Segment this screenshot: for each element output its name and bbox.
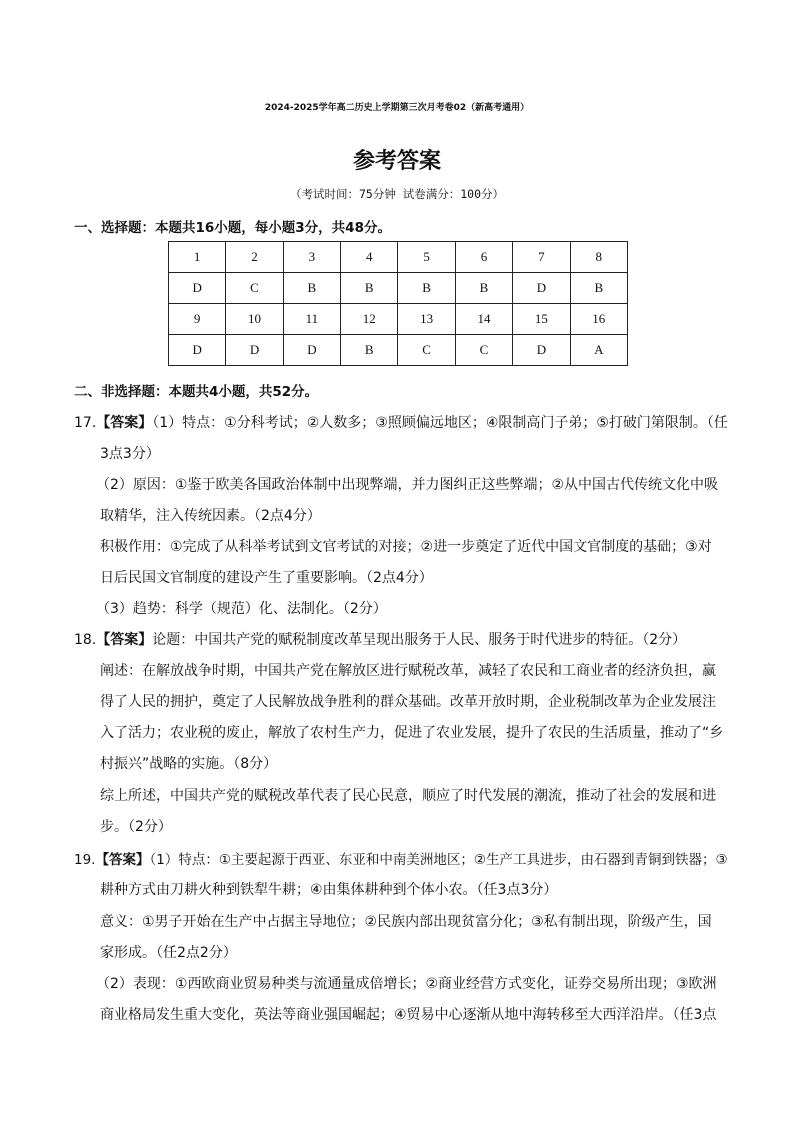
answer-cell: A	[570, 335, 627, 366]
document-subtitle: 参考答案	[352, 149, 441, 174]
answer-cell: B	[455, 273, 512, 304]
q18-number: 18.	[74, 632, 97, 648]
question-number-cell: 7	[513, 242, 570, 273]
question-number-cell: 15	[513, 304, 570, 335]
q18-line-1	[74, 629, 686, 649]
q18-line-6: 综上所述，中国共产党的赋税改革代表了民心民意，顺应了时代发展的潮流，推动了社会的发展和进	[100, 788, 716, 804]
q19-part1: （1）特点：①主要起源于西亚、东亚和中南美洲地区；②生产工具进步，由石器到青铜到铁器；③	[149, 852, 728, 868]
answer-cell: C	[226, 273, 283, 304]
q18-line-7: 步。（2分）	[100, 819, 172, 835]
q19-answer-tag: 【答案】	[95, 852, 150, 868]
question-number-cell: 9	[169, 304, 226, 335]
question-number-row	[169, 304, 628, 335]
q18-line-2: 阐述：在解放战争时期，中国共产党在解放区进行赋税改革，减轻了农民和工商业者的经济负担，赢	[100, 663, 716, 679]
question-number-cell: 10	[226, 304, 283, 335]
question-number-cell: 12	[341, 304, 398, 335]
q17-number: 17.	[74, 415, 97, 431]
q18-line-3: 得了人民的拥护，奠定了人民解放战争胜利的群众基础。改革开放时期，企业税制改革为企业发展注	[100, 694, 716, 710]
q19-line-3: 意义：①男子开始在生产中占据主导地位；②民族内部出现贫富分化；③私有制出现，阶级产生，国	[100, 914, 712, 930]
section-2-heading: 二、非选择题：本题共4小题，共52分。	[74, 384, 319, 400]
answer-cell: B	[341, 273, 398, 304]
answer-cell: B	[341, 335, 398, 366]
q19-line-2: 耕种方式由刀耕火种到铁犁牛耕；④由集体耕种到个体小农。（任3点3分）	[100, 882, 558, 898]
answer-cell: C	[455, 335, 512, 366]
q17-line-6: 日后民国文官制度的建设产生了重要影响。（2点4分）	[100, 570, 433, 586]
section-1-heading: 一、选择题：本题共16小题，每小题3分，共48分。	[74, 220, 391, 236]
answer-cell: D	[169, 335, 226, 366]
q17-line-5: 积极作用：①完成了从科举考试到文官考试的对接；②进一步奠定了近代中国文官制度的基础；③对	[100, 539, 712, 555]
exam-info: （考试时间：75分钟 试卷满分：100分）	[289, 187, 505, 201]
q17-line-3: （2）原因：①鉴于欧美各国政治体制中出现弊端，并力图纠正这些弊端；②从中国古代传统文化中吸	[96, 477, 719, 493]
q17-line-1	[74, 412, 728, 432]
question-number-cell: 4	[341, 242, 398, 273]
question-number-cell: 5	[398, 242, 455, 273]
question-number-cell: 8	[570, 242, 627, 273]
question-number-cell: 1	[169, 242, 226, 273]
q17-answer-tag: 【答案】	[96, 415, 153, 431]
answer-cell: B	[570, 273, 627, 304]
question-number-row	[169, 242, 628, 273]
document-title: 2024-2025学年高二历史上学期第三次月考卷02（新高考通用）	[264, 103, 530, 113]
question-number-cell: 11	[283, 304, 340, 335]
answer-row	[169, 273, 628, 304]
q18-line-4: 入了活力；农业税的废止，解放了农村生产力，促进了农业发展，提升了农民的生活质量，推动了“乡	[100, 725, 724, 741]
question-number-cell: 3	[283, 242, 340, 273]
q19-line-4: 家形成。（任2点2分）	[100, 945, 237, 961]
q17-part1: （1）特点：①分科考试；②人数多；③照顾偏远地区；④限制高门子弟；⑤打破门第限制。（任	[152, 415, 728, 431]
answer-cell: D	[169, 273, 226, 304]
question-number-cell: 6	[455, 242, 512, 273]
question-number-cell: 13	[398, 304, 455, 335]
q17-line-4: 取精华，注入传统因素。（2点4分）	[100, 508, 321, 524]
answer-cell: D	[283, 335, 340, 366]
question-number-cell: 14	[455, 304, 512, 335]
q19-line-6: 商业格局发生重大变化，英法等商业强国崛起；④贸易中心逐渐从地中海转移至大西洋沿岸。（任3点	[100, 1007, 717, 1023]
q19-line-5: （2）表现：①西欧商业贸易种类与流通量成倍增长；②商业经营方式变化，证券交易所出现；③欧洲	[96, 976, 717, 992]
q18-thesis: 论题：中国共产党的赋税制度改革呈现出服务于人民、服务于时代进步的特征。（2分）	[152, 632, 687, 648]
q17-line-2: 3点3分）	[100, 446, 160, 462]
q19-line-1	[74, 848, 728, 868]
answer-table	[168, 241, 628, 366]
answer-row	[169, 335, 628, 366]
q17-line-7: （3）趋势：科学（规范）化、法制化。（2分）	[96, 601, 387, 617]
answer-cell: B	[283, 273, 340, 304]
answer-cell: D	[513, 273, 570, 304]
answer-cell: C	[398, 335, 455, 366]
question-number-cell: 16	[570, 304, 627, 335]
q19-number: 19.	[74, 852, 96, 868]
answer-cell: B	[398, 273, 455, 304]
answer-cell: D	[226, 335, 283, 366]
question-number-cell: 2	[226, 242, 283, 273]
q18-answer-tag: 【答案】	[96, 632, 153, 648]
q18-line-5: 村振兴”战略的实施。（8分）	[100, 756, 278, 772]
answer-cell: D	[513, 335, 570, 366]
